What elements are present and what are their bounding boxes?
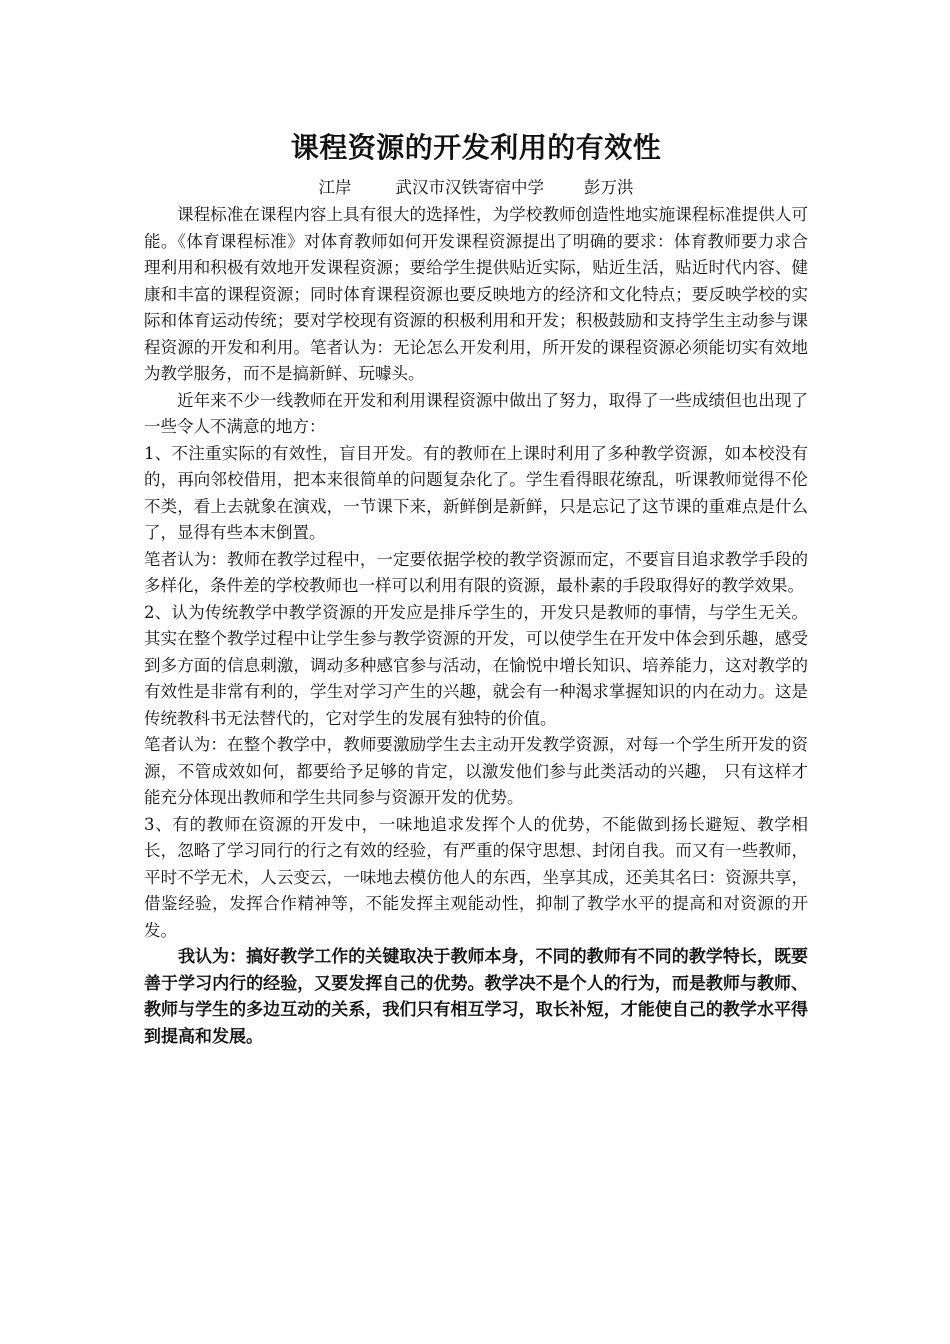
byline-author: 彭万洪 xyxy=(584,178,634,197)
byline-school: 武汉市汉铁寄宿中学 xyxy=(395,178,544,197)
paragraph-opinion-1: 笔者认为：教师在教学过程中，一定要依据学校的教学资源而定，不要盲目追求教学手段的多样化，条件差的学校教师也一样可以利用有限的资源，最朴素的手段取得好的教学效果。 xyxy=(144,549,808,595)
paragraph-point-2: 2、认为传统教学中教学资源的开发应是排斥学生的，开发只是教师的事情，与学生无关。其实在整个教学过程中让学生参与教学资源的开发，可以使学生在开发中体会到乐趣，感受到多方面的信息刺激，调动多种感官参与活动，在愉悦中增长知识、培养能力，这对教学的有效性是非常有利的，学生对学习产生的兴趣，就会有一种渴求掌握知识的内在动力。这是传统教科书无法替代的，它对学生的发展有独特的价值。 xyxy=(144,602,808,728)
paragraph-conclusion: 我认为：搞好教学工作的关键取决于教师本身，不同的教师有不同的教学特长，既要善于学习内行的经验，又要发挥自己的优势。教学决不是个人的行为，而是教师与教师、教师与学生的多边互动的关系，我们只有相互学习，取长补短，才能使自己的教学水平得到提高和发展。 xyxy=(144,947,808,1047)
paragraph-intro: 课程标准在课程内容上具有很大的选择性，为学校教师创造性地实施课程标准提供人可能。《体育课程标准》对体育教师如何开发课程资源提出了明确的要求：体育教师要力求合理利用和积极有效地开发课程资源；要给学生提供贴近实际，贴近生活，贴近时代内容、健康和丰富的课程资源；同时体育课程资源也要反映地方的经济和文化特点；要反映学校的实际和体育运动传统；要对学校现有资源的积极利用和开发；积极鼓励和支持学生主动参与课程资源的开发和利用。笔者认为：无论怎么开发利用，所开发的课程资源必须能切实有效地为教学服务，而不是搞新鲜、玩噱头。 xyxy=(144,205,808,383)
document-page xyxy=(144,126,808,1050)
byline-place: 江岸 xyxy=(318,178,352,197)
paragraph-point-3: 3、有的教师在资源的开发中，一味地追求发挥个人的优势，不能做到扬长避短、教学相长，忽略了学习同行的行之有效的经验，有严重的保守思想、封闭自我。而又有一些教师，平时不学无术，人云变云，一味地去模仿他人的东西，坐享其成，还美其名曰：资源共享，借鉴经验，发挥合作精神等，不能发挥主观能动性，抑制了教学水平的提高和对资源的开发。 xyxy=(144,814,808,940)
document-title: 课程资源的开发利用的有效性 xyxy=(290,131,662,164)
paragraph-opinion-2: 笔者认为：在整个教学中，教师要激励学生去主动开发教学资源，对每一个学生所开发的资源，不管成效如何，都要给予足够的肯定，以激发他们参与此类活动的兴趣， 只有这样才能充分体现出教师和学生共同参与资源开发的优势。 xyxy=(144,735,808,807)
paragraph-problems-intro: 近年来不少一线教师在开发和利用课程资源中做出了努力，取得了一些成绩但也出现了一些令人不满意的地方： xyxy=(144,390,808,436)
byline xyxy=(144,174,808,202)
paragraph-point-1: 1、不注重实际的有效性，盲目开发。有的教师在上课时利用了多种教学资源，如本校没有的，再向邻校借用，把本来很简单的问题复杂化了。学生看得眼花缭乱，听课教师觉得不伦不类，看上去就象在演戏，一节课下来，新鲜倒是新鲜，只是忘记了这节课的重难点是什么了，显得有些本末倒置。 xyxy=(144,443,808,542)
